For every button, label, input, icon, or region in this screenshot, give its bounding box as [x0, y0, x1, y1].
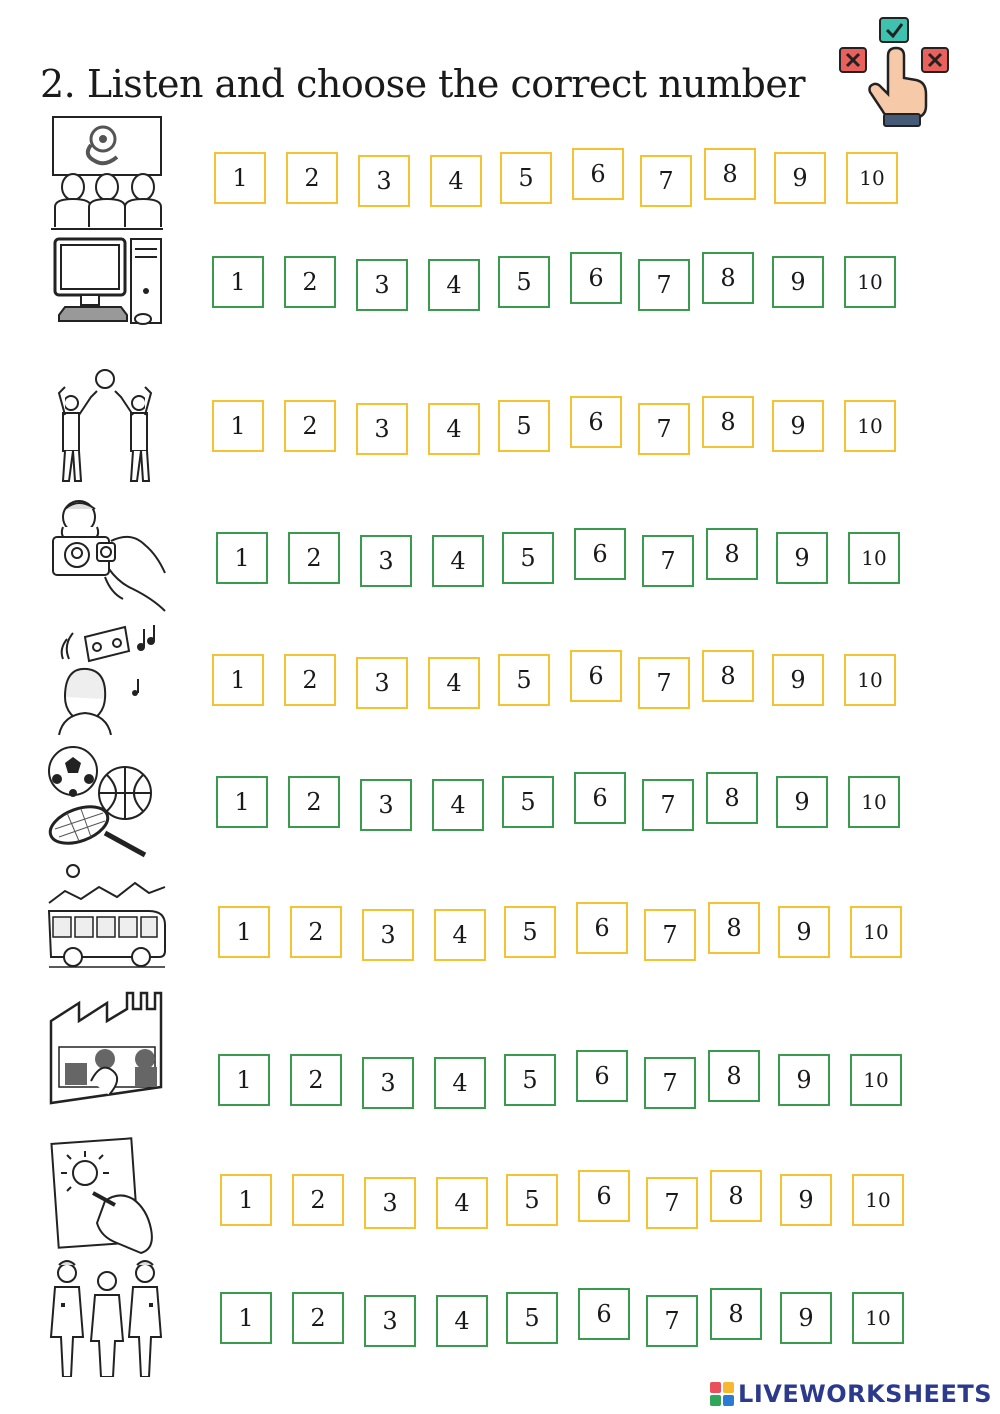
number-box-2[interactable]: 2 [284, 400, 336, 452]
number-box-5[interactable]: 5 [504, 1054, 556, 1106]
sports-balls-icon [44, 743, 170, 861]
number-box-4[interactable]: 4 [432, 779, 484, 831]
number-box-1[interactable]: 1 [218, 1054, 270, 1106]
number-box-8[interactable]: 8 [704, 148, 756, 200]
number-box-9[interactable]: 9 [780, 1292, 832, 1344]
number-box-6[interactable]: 6 [572, 148, 624, 200]
computer-icon [44, 235, 170, 353]
number-box-3[interactable]: 3 [356, 259, 408, 311]
liveworksheets-logo-icon [710, 1382, 734, 1406]
number-box-5[interactable]: 5 [498, 400, 550, 452]
number-box-2[interactable]: 2 [290, 906, 342, 958]
number-box-9[interactable]: 9 [776, 532, 828, 584]
number-box-7[interactable]: 7 [644, 909, 696, 961]
number-box-8[interactable]: 8 [710, 1170, 762, 1222]
number-box-8[interactable]: 8 [706, 528, 758, 580]
number-box-9[interactable]: 9 [776, 776, 828, 828]
number-box-8[interactable]: 8 [706, 772, 758, 824]
number-box-7[interactable]: 7 [642, 535, 694, 587]
number-box-2[interactable]: 2 [288, 776, 340, 828]
number-box-6[interactable]: 6 [578, 1288, 630, 1340]
number-box-1[interactable]: 1 [216, 532, 268, 584]
number-box-9[interactable]: 9 [772, 256, 824, 308]
number-box-1[interactable]: 1 [212, 654, 264, 706]
number-box-2[interactable]: 2 [292, 1292, 344, 1344]
number-box-4[interactable]: 4 [430, 155, 482, 207]
liveworksheets-footer [710, 1380, 992, 1408]
number-box-5[interactable]: 5 [504, 906, 556, 958]
number-box-6[interactable]: 6 [570, 650, 622, 702]
number-box-2[interactable]: 2 [284, 654, 336, 706]
number-box-4[interactable]: 4 [428, 403, 480, 455]
number-box-3[interactable]: 3 [364, 1177, 416, 1229]
camera-photo-icon [44, 497, 170, 615]
number-box-6[interactable]: 6 [576, 902, 628, 954]
number-box-1[interactable]: 1 [220, 1292, 272, 1344]
number-box-8[interactable]: 8 [702, 650, 754, 702]
number-box-10[interactable]: 10 [844, 256, 896, 308]
number-box-3[interactable]: 3 [362, 1057, 414, 1109]
number-box-8[interactable]: 8 [708, 902, 760, 954]
number-box-5[interactable]: 5 [506, 1174, 558, 1226]
number-box-8[interactable]: 8 [702, 252, 754, 304]
number-box-10[interactable]: 10 [844, 400, 896, 452]
number-box-10[interactable]: 10 [852, 1292, 904, 1344]
music-radio-icon [44, 617, 170, 735]
number-box-7[interactable]: 7 [646, 1295, 698, 1347]
number-box-2[interactable]: 2 [290, 1054, 342, 1106]
number-box-6[interactable]: 6 [578, 1170, 630, 1222]
number-box-9[interactable]: 9 [772, 654, 824, 706]
number-box-4[interactable]: 4 [434, 909, 486, 961]
number-box-5[interactable]: 5 [498, 654, 550, 706]
number-box-3[interactable]: 3 [364, 1295, 416, 1347]
number-box-7[interactable]: 7 [638, 403, 690, 455]
number-box-6[interactable]: 6 [570, 396, 622, 448]
number-box-1[interactable]: 1 [216, 776, 268, 828]
number-box-2[interactable]: 2 [288, 532, 340, 584]
number-box-1[interactable]: 1 [214, 152, 266, 204]
number-box-1[interactable]: 1 [212, 400, 264, 452]
number-box-4[interactable]: 4 [432, 535, 484, 587]
choice-selection-icon [838, 16, 952, 130]
number-box-2[interactable]: 2 [284, 256, 336, 308]
number-box-7[interactable]: 7 [640, 155, 692, 207]
number-box-10[interactable]: 10 [852, 1174, 904, 1226]
number-box-1[interactable]: 1 [218, 906, 270, 958]
number-box-5[interactable]: 5 [506, 1292, 558, 1344]
number-box-10[interactable]: 10 [844, 654, 896, 706]
number-box-1[interactable]: 1 [220, 1174, 272, 1226]
drawing-icon [44, 1137, 170, 1255]
number-box-3[interactable]: 3 [358, 155, 410, 207]
number-box-7[interactable]: 7 [646, 1177, 698, 1229]
number-box-5[interactable]: 5 [500, 152, 552, 204]
number-box-10[interactable]: 10 [850, 906, 902, 958]
number-box-9[interactable]: 9 [778, 1054, 830, 1106]
number-box-9[interactable]: 9 [780, 1174, 832, 1226]
number-box-8[interactable]: 8 [708, 1050, 760, 1102]
number-box-2[interactable]: 2 [292, 1174, 344, 1226]
number-box-4[interactable]: 4 [434, 1057, 486, 1109]
number-box-3[interactable]: 3 [356, 403, 408, 455]
number-box-6[interactable]: 6 [574, 772, 626, 824]
number-box-10[interactable]: 10 [848, 776, 900, 828]
number-box-10[interactable]: 10 [846, 152, 898, 204]
factory-icon [44, 991, 170, 1109]
page-title: 2. Listen and choose the correct number [40, 62, 806, 107]
number-box-3[interactable]: 3 [362, 909, 414, 961]
number-box-1[interactable]: 1 [212, 256, 264, 308]
number-box-4[interactable]: 4 [428, 259, 480, 311]
brand-text: LIVEWORKSHEETS [738, 1380, 992, 1408]
number-box-7[interactable]: 7 [638, 259, 690, 311]
number-box-6[interactable]: 6 [576, 1050, 628, 1102]
number-box-7[interactable]: 7 [642, 779, 694, 831]
number-box-9[interactable]: 9 [778, 906, 830, 958]
number-box-2[interactable]: 2 [286, 152, 338, 204]
number-box-3[interactable]: 3 [356, 657, 408, 709]
number-box-7[interactable]: 7 [638, 657, 690, 709]
group-people-icon [44, 1259, 170, 1377]
number-box-4[interactable]: 4 [436, 1295, 488, 1347]
number-box-5[interactable]: 5 [498, 256, 550, 308]
number-box-3[interactable]: 3 [360, 779, 412, 831]
number-box-8[interactable]: 8 [702, 396, 754, 448]
number-box-10[interactable]: 10 [848, 532, 900, 584]
number-box-6[interactable]: 6 [574, 528, 626, 580]
cinema-icon [44, 115, 170, 233]
ball-game-icon [44, 367, 170, 485]
number-box-5[interactable]: 5 [502, 776, 554, 828]
number-box-9[interactable]: 9 [772, 400, 824, 452]
number-box-9[interactable]: 9 [774, 152, 826, 204]
number-box-3[interactable]: 3 [360, 535, 412, 587]
number-box-4[interactable]: 4 [428, 657, 480, 709]
number-box-6[interactable]: 6 [570, 252, 622, 304]
number-box-5[interactable]: 5 [502, 532, 554, 584]
bus-trip-icon [44, 863, 170, 981]
number-box-7[interactable]: 7 [644, 1057, 696, 1109]
number-box-4[interactable]: 4 [436, 1177, 488, 1229]
number-box-10[interactable]: 10 [850, 1054, 902, 1106]
number-box-8[interactable]: 8 [710, 1288, 762, 1340]
